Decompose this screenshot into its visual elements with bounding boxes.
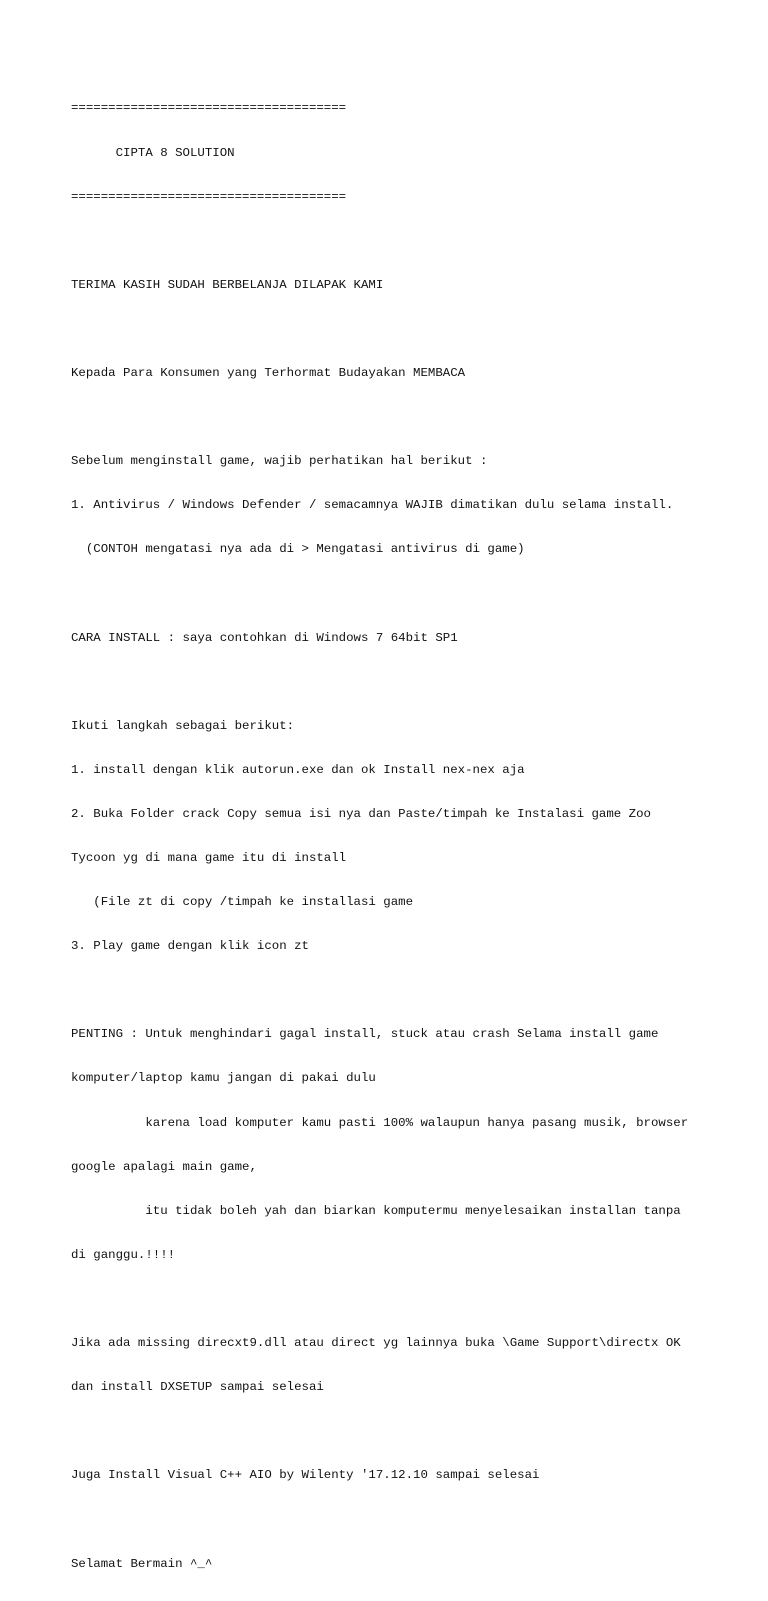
- install-method-line: CARA INSTALL : saya contohkan di Windows 7 64bit SP1: [71, 630, 458, 645]
- blank-line: [71, 675, 751, 690]
- important-note-continued: itu tidak boleh yah dan biarkan komputermu menyelesaikan installan tanpa: [71, 1203, 681, 1218]
- missing-dll-note-continued: dan install DXSETUP sampai selesai: [71, 1380, 324, 1395]
- precaution-heading: Sebelum menginstall game, wajib perhatikan hal berikut :: [71, 454, 488, 469]
- step-note: (File zt di copy /timpah ke installasi game: [71, 895, 414, 910]
- step-item-continued: Tycoon yg di mana game itu di install: [71, 851, 347, 865]
- document-text: [71, 72, 751, 1601]
- separator-line: =====================================: [71, 189, 347, 204]
- blank-line: [71, 410, 751, 425]
- blank-line: [71, 1292, 751, 1307]
- document-title: CIPTA 8 SOLUTION: [71, 145, 235, 160]
- blank-line: [71, 983, 751, 998]
- thank-you-line: TERIMA KASIH SUDAH BERBELANJA DILAPAK KAMI: [71, 277, 384, 292]
- precaution-item: 1. Antivirus / Windows Defender / semacamnya WAJIB dimatikan dulu selama install.: [71, 498, 674, 513]
- important-note-continued: komputer/laptop kamu jangan di pakai dulu: [71, 1071, 376, 1086]
- blank-line: [71, 322, 751, 337]
- blank-line: [71, 1512, 751, 1527]
- important-note: PENTING : Untuk menghindari gagal install, stuck atau crash Selama install game: [71, 1027, 659, 1042]
- blank-line: [71, 586, 751, 601]
- important-note-continued: google apalagi main game,: [71, 1159, 257, 1174]
- step-item: 2. Buka Folder crack Copy semua isi nya dan Paste/timpah ke Instalasi game Zoo: [71, 806, 651, 821]
- greeting-line: Kepada Para Konsumen yang Terhormat Budayakan MEMBACA: [71, 365, 466, 380]
- important-note-continued: di ganggu.!!!!: [71, 1247, 176, 1262]
- step-item: 3. Play game dengan klik icon zt: [71, 939, 309, 954]
- separator-line: =====================================: [71, 101, 347, 116]
- visual-cpp-note: Juga Install Visual C++ AIO by Wilenty '17.12.10 sampai selesai: [71, 1468, 540, 1483]
- closing-line: Selamat Bermain ^_^: [71, 1556, 213, 1571]
- missing-dll-note: Jika ada missing direcxt9.dll atau direct yg lainnya buka \Game Support\directx OK: [71, 1336, 681, 1351]
- important-note-continued: karena load komputer kamu pasti 100% walaupun hanya pasang musik, browser: [71, 1115, 689, 1130]
- precaution-note: (CONTOH mengatasi nya ada di > Mengatasi antivirus di game): [71, 542, 525, 557]
- blank-line: [71, 234, 751, 249]
- blank-line: [71, 1424, 751, 1439]
- step-item: 1. install dengan klik autorun.exe dan ok Install nex-nex aja: [71, 762, 525, 777]
- steps-heading: Ikuti langkah sebagai berikut:: [71, 718, 295, 733]
